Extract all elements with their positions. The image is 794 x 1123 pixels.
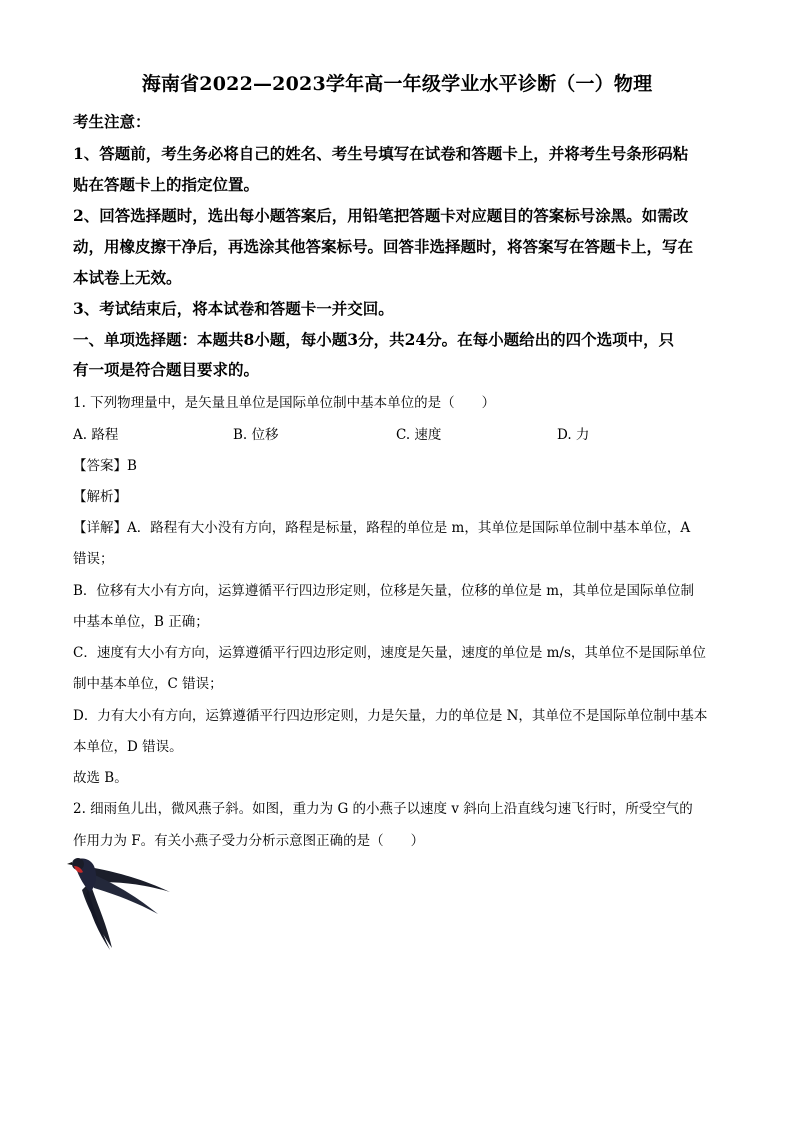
- notice-item-2-line-2: 动，用橡皮擦干净后，再选涂其他答案标号。回答非选择题时，将答案写在答题卡上，写在: [73, 237, 694, 256]
- notice-item-2-line-1: 2、回答选择题时，选出每小题答案后，用铅笔把答题卡对应题目的答案标号涂黑。如需改: [73, 206, 689, 225]
- notice-item-3: 3、考试结束后，将本试卷和答题卡一并交回。: [73, 299, 394, 318]
- q1-detail-line: 中基本单位，B 正确；: [73, 614, 209, 630]
- q1-option-a: A. 路程: [73, 427, 119, 443]
- swallow-illustration: [66, 852, 176, 952]
- q1-detail-line: 制中基本单位，C 错误；: [73, 676, 223, 692]
- q1-analysis-label: 【解析】: [73, 489, 127, 505]
- q1-conclusion: 故选 B。: [73, 770, 128, 786]
- q1-detail-line: 本单位，D 错误。: [73, 739, 183, 755]
- q1-detail-line: 【详解】A．路程有大小没有方向，路程是标量，路程的单位是 m，其单位是国际单位制中基本单位，A: [73, 520, 691, 536]
- section-1-heading-line-2: 有一项是符合题目要求的。: [73, 360, 260, 379]
- q1-detail-line: 错误；: [73, 551, 114, 567]
- notice-heading: 考生注意：: [73, 112, 151, 131]
- q2-stem-line-1: 2. 细雨鱼儿出，微风燕子斜。如图，重力为 G 的小燕子以速度 v 斜向上沿直线匀速飞行时，所受空气的: [73, 801, 693, 817]
- q1-answer: 【答案】B: [73, 458, 137, 474]
- q1-stem: 1. 下列物理量中，是矢量且单位是国际单位制中基本单位的是（ ）: [73, 395, 496, 411]
- page-title: 海南省2022—2023学年高一年级学业水平诊断（一）物理: [141, 73, 653, 95]
- q1-option-c: C. 速度: [396, 427, 442, 443]
- q1-option-d: D. 力: [557, 427, 590, 443]
- notice-item-2-line-3: 本试卷上无效。: [73, 268, 182, 287]
- section-1-heading-line-1: 一、单项选择题：本题共8小题，每小题3分，共24分。在每小题给出的四个选项中，只: [73, 330, 675, 349]
- q1-option-b: B. 位移: [233, 427, 279, 443]
- q1-detail-line: B．位移有大小有方向，运算遵循平行四边形定则，位移是矢量，位移的单位是 m，其单位是国际单位制: [73, 583, 695, 599]
- notice-item-1-line-2: 贴在答题卡上的指定位置。: [73, 175, 260, 194]
- q1-detail-line: C．速度有大小有方向，运算遵循平行四边形定则，速度是矢量，速度的单位是 m/s，其单位不是国际单位: [73, 645, 706, 661]
- notice-item-1-line-1: 1、答题前，考生务必将自己的姓名、考生号填写在试卷和答题卡上，并将考生号条形码粘: [73, 144, 689, 163]
- q1-detail-line: D．力有大小有方向，运算遵循平行四边形定则，力是矢量，力的单位是 N，其单位不是国际单位制中基本: [73, 708, 708, 724]
- q2-stem-line-2: 作用力为 F。有关小燕子受力分析示意图正确的是（ ）: [73, 833, 425, 849]
